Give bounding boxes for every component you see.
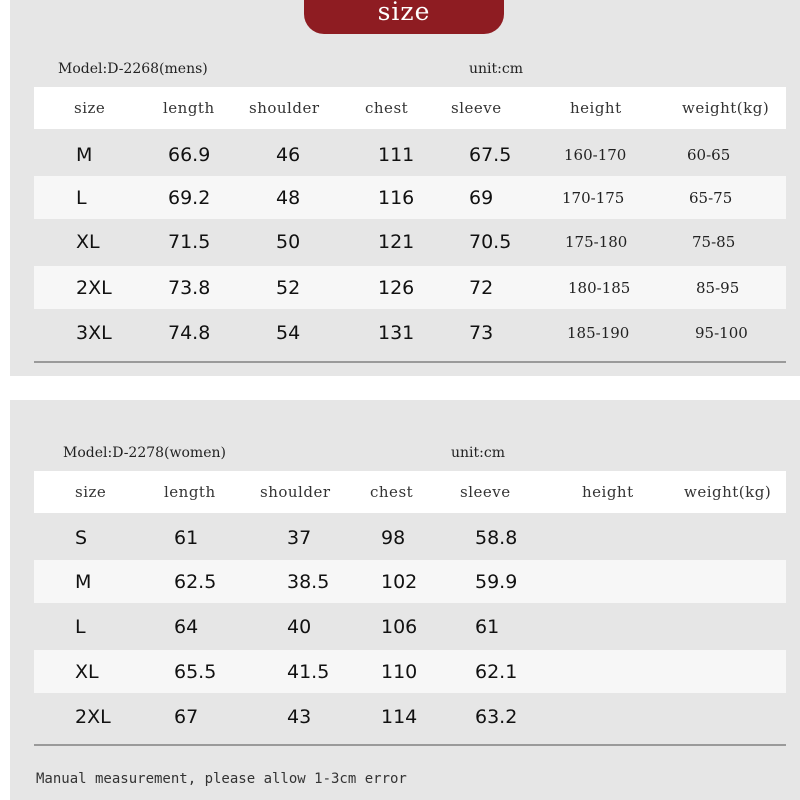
men-model-label: Model:D-2268(mens) xyxy=(58,61,208,77)
cell-sleeve: 58.8 xyxy=(475,526,518,549)
cell-size: XL xyxy=(76,230,100,253)
header-weight: weight(kg) xyxy=(684,483,772,501)
table-row xyxy=(34,133,786,176)
size-title-badge: size xyxy=(304,0,504,34)
cell-length: 66.9 xyxy=(168,143,211,166)
cell-shoulder: 52 xyxy=(276,276,301,299)
women-model-label: Model:D-2278(women) xyxy=(63,445,226,461)
cell-shoulder: 54 xyxy=(276,321,301,344)
header-chest: chest xyxy=(370,483,414,501)
cell-chest: 126 xyxy=(378,276,415,299)
cell-weight: 60-65 xyxy=(687,145,731,164)
header-shoulder: shoulder xyxy=(249,99,320,117)
cell-sleeve: 73 xyxy=(469,321,494,344)
cell-size: L xyxy=(75,615,86,638)
cell-height: 175-180 xyxy=(565,232,628,251)
table-row xyxy=(34,695,786,738)
cell-chest: 110 xyxy=(381,660,418,683)
cell-chest: 116 xyxy=(378,186,415,209)
cell-chest: 111 xyxy=(378,143,415,166)
cell-length: 69.2 xyxy=(168,186,211,209)
cell-length: 67 xyxy=(174,705,199,728)
cell-sleeve: 72 xyxy=(469,276,494,299)
cell-sleeve: 70.5 xyxy=(469,230,512,253)
cell-chest: 98 xyxy=(381,526,406,549)
cell-size: 2XL xyxy=(76,276,112,299)
table-row xyxy=(34,176,786,219)
table-row xyxy=(34,516,786,559)
cell-size: M xyxy=(76,143,93,166)
header-size: size xyxy=(75,483,107,501)
cell-sleeve: 63.2 xyxy=(475,705,518,728)
cell-size: S xyxy=(75,526,88,549)
cell-chest: 114 xyxy=(381,705,418,728)
women-table-header xyxy=(34,471,786,513)
men-table-header xyxy=(34,87,786,129)
cell-chest: 102 xyxy=(381,570,418,593)
table-row xyxy=(34,266,786,309)
cell-size: XL xyxy=(75,660,99,683)
cell-length: 74.8 xyxy=(168,321,211,344)
cell-size: M xyxy=(75,570,92,593)
cell-height: 180-185 xyxy=(568,278,631,297)
women-unit-label: unit:cm xyxy=(451,445,505,461)
table-row xyxy=(34,311,786,354)
cell-chest: 106 xyxy=(381,615,418,638)
cell-weight: 85-95 xyxy=(696,278,740,297)
measurement-note: Manual measurement, please allow 1-3cm error xyxy=(36,771,407,787)
cell-sleeve: 59.9 xyxy=(475,570,518,593)
cell-size: L xyxy=(76,186,87,209)
cell-length: 62.5 xyxy=(174,570,217,593)
cell-length: 73.8 xyxy=(168,276,211,299)
cell-sleeve: 61 xyxy=(475,615,500,638)
cell-weight: 65-75 xyxy=(689,188,733,207)
header-height: height xyxy=(582,483,634,501)
cell-shoulder: 40 xyxy=(287,615,312,638)
cell-sleeve: 67.5 xyxy=(469,143,512,166)
header-shoulder: shoulder xyxy=(260,483,331,501)
cell-size: 3XL xyxy=(76,321,112,344)
cell-length: 71.5 xyxy=(168,230,211,253)
men-unit-label: unit:cm xyxy=(469,61,523,77)
cell-length: 65.5 xyxy=(174,660,217,683)
cell-length: 61 xyxy=(174,526,199,549)
table-row xyxy=(34,605,786,648)
header-chest: chest xyxy=(365,99,409,117)
cell-weight: 95-100 xyxy=(695,323,748,342)
cell-sleeve: 62.1 xyxy=(475,660,518,683)
cell-chest: 131 xyxy=(378,321,415,344)
cell-shoulder: 38.5 xyxy=(287,570,330,593)
table-row xyxy=(34,220,786,263)
cell-shoulder: 48 xyxy=(276,186,301,209)
cell-sleeve: 69 xyxy=(469,186,494,209)
cell-weight: 75-85 xyxy=(692,232,736,251)
cell-chest: 121 xyxy=(378,230,415,253)
table-row xyxy=(34,560,786,603)
header-length: length xyxy=(164,483,216,501)
cell-shoulder: 46 xyxy=(276,143,301,166)
header-size: size xyxy=(74,99,106,117)
men-table-divider xyxy=(34,361,786,363)
header-weight: weight(kg) xyxy=(682,99,770,117)
cell-size: 2XL xyxy=(75,705,111,728)
women-table-divider xyxy=(34,744,786,746)
cell-height: 185-190 xyxy=(567,323,630,342)
cell-shoulder: 43 xyxy=(287,705,312,728)
cell-height: 170-175 xyxy=(562,188,625,207)
men-size-panel xyxy=(10,0,800,376)
header-length: length xyxy=(163,99,215,117)
cell-shoulder: 41.5 xyxy=(287,660,330,683)
header-height: height xyxy=(570,99,622,117)
women-size-panel xyxy=(10,400,800,800)
cell-height: 160-170 xyxy=(564,145,627,164)
table-row xyxy=(34,650,786,693)
cell-shoulder: 37 xyxy=(287,526,312,549)
cell-length: 64 xyxy=(174,615,199,638)
cell-shoulder: 50 xyxy=(276,230,301,253)
header-sleeve: sleeve xyxy=(451,99,502,117)
header-sleeve: sleeve xyxy=(460,483,511,501)
